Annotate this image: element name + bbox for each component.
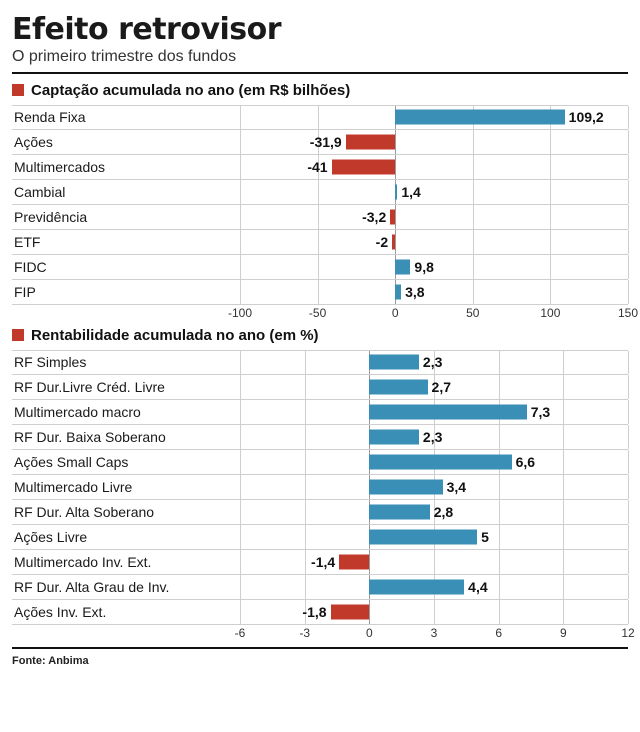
gridline (628, 500, 629, 524)
bar-value-label: -41 (307, 158, 328, 175)
category-label: FIP (14, 283, 36, 300)
bar-value-label: 6,6 (515, 453, 536, 470)
x-axis (234, 625, 635, 643)
bar (369, 479, 442, 494)
gridline (240, 575, 241, 599)
axis-tick-label: -50 (308, 305, 327, 320)
chart-row (12, 130, 628, 155)
chart-row (12, 205, 628, 230)
category-label: Cambial (14, 183, 66, 200)
bar-plot-area (240, 600, 628, 624)
gridline (473, 180, 474, 204)
axis-tick-label: -3 (299, 625, 310, 640)
chart-captacao (12, 105, 639, 323)
gridline (240, 130, 241, 154)
gridline (473, 205, 474, 229)
gridline (240, 550, 241, 574)
gridline (550, 155, 551, 179)
chart-row (12, 500, 628, 525)
gridline (395, 230, 396, 254)
gridline (499, 475, 500, 499)
gridline (628, 575, 629, 599)
gridline (550, 255, 551, 279)
bar-plot-area (240, 130, 628, 154)
category-label: FIDC (14, 258, 47, 275)
axis-tick-label: -6 (234, 625, 246, 640)
category-label: Ações Small Caps (14, 453, 129, 470)
footer-divider (12, 647, 628, 649)
bar-value-label: 7,3 (530, 403, 551, 420)
bar-plot-area (240, 575, 628, 599)
category-label: RF Dur. Alta Grau de Inv. (14, 578, 170, 595)
bar-plot-area (240, 375, 628, 399)
gridline (473, 130, 474, 154)
axis-tick-label: 0 (365, 625, 373, 640)
gridline (499, 425, 500, 449)
gridline (499, 351, 500, 374)
bar (369, 355, 419, 370)
axis-tick-label: 3 (430, 625, 438, 640)
category-label: RF Dur. Alta Soberano (14, 503, 155, 520)
chart-row (12, 525, 628, 550)
bar (369, 529, 477, 544)
bar (395, 259, 410, 274)
category-label: RF Dur. Baixa Soberano (14, 428, 166, 445)
gridline (563, 575, 564, 599)
gridline (499, 575, 500, 599)
category-label: Previdência (14, 208, 88, 225)
gridline (499, 525, 500, 549)
gridline (240, 280, 241, 304)
category-label: RF Simples (14, 354, 87, 370)
category-label: Ações Inv. Ext. (14, 603, 107, 620)
bar (392, 234, 395, 249)
axis-tick-label: 0 (391, 305, 399, 320)
chart-row (12, 600, 628, 625)
gridline (628, 280, 629, 304)
chart-row (12, 550, 628, 575)
gridline (628, 375, 629, 399)
bar-plot-area (240, 255, 628, 279)
bar (346, 134, 396, 149)
category-label: Renda Fixa (14, 109, 86, 125)
category-label: Ações Livre (14, 528, 88, 545)
gridline (563, 550, 564, 574)
gridline (369, 600, 370, 624)
gridline (563, 525, 564, 549)
gridline (563, 351, 564, 374)
section-marker-icon (12, 329, 24, 341)
gridline (305, 525, 306, 549)
gridline (628, 255, 629, 279)
axis-tick-label: 12 (621, 625, 635, 640)
category-label: RF Dur.Livre Créd. Livre (14, 378, 165, 395)
bar-value-label: 3,8 (405, 283, 425, 300)
gridline (628, 205, 629, 229)
gridline (305, 475, 306, 499)
gridline (434, 550, 435, 574)
gridline (628, 550, 629, 574)
axis-tick-label: 100 (540, 305, 561, 320)
chart-row (12, 105, 628, 130)
gridline (240, 230, 241, 254)
bar (339, 554, 369, 569)
category-label: ETF (14, 233, 41, 250)
gridline (499, 375, 500, 399)
gridline (628, 106, 629, 129)
gridline (305, 375, 306, 399)
gridline (499, 500, 500, 524)
bar-plot-area (240, 230, 628, 254)
bar (395, 184, 397, 199)
gridline (550, 280, 551, 304)
bar-plot-area (240, 106, 628, 129)
bar (369, 504, 429, 519)
gridline (563, 500, 564, 524)
gridline (240, 525, 241, 549)
gridline (434, 600, 435, 624)
bar-plot-area (240, 205, 628, 229)
bar-plot-area (240, 475, 628, 499)
gridline (240, 375, 241, 399)
gridline (563, 400, 564, 424)
axis-tick-label: 150 (617, 305, 639, 320)
bar-value-label: 2,3 (422, 354, 443, 370)
chart-row (12, 230, 628, 255)
gridline (628, 180, 629, 204)
section-marker-icon (12, 84, 24, 96)
gridline (563, 450, 564, 474)
bar (369, 379, 427, 394)
gridline (499, 550, 500, 574)
section-header-rentabilidade (12, 327, 628, 344)
gridline (318, 106, 319, 129)
gridline (240, 205, 241, 229)
bar-plot-area (240, 155, 628, 179)
bar-plot-area (240, 280, 628, 304)
gridline (240, 106, 241, 129)
gridline (305, 425, 306, 449)
bar-plot-area (240, 550, 628, 574)
bar-plot-area (240, 500, 628, 524)
category-label: Multimercado Livre (14, 478, 133, 495)
gridline (305, 550, 306, 574)
gridline (305, 500, 306, 524)
bar-plot-area (240, 525, 628, 549)
gridline (240, 255, 241, 279)
bar-value-label: 2,3 (422, 428, 443, 445)
page-title: Efeito retrovisor (12, 12, 282, 47)
bar-value-label: 9,8 (414, 258, 434, 275)
gridline (395, 155, 396, 179)
gridline (563, 600, 564, 624)
axis-tick-label: 9 (559, 625, 567, 640)
bar (332, 159, 396, 174)
chart-row (12, 255, 628, 280)
section-header-captacao (12, 82, 628, 99)
source-note: Fonte: Anbima (12, 654, 89, 667)
bar-value-label: -1,4 (311, 553, 336, 570)
axis-tick-label: 6 (495, 625, 502, 640)
gridline (240, 425, 241, 449)
gridline (628, 525, 629, 549)
chart-row (12, 280, 628, 305)
bar (369, 454, 511, 469)
gridline (318, 280, 319, 304)
gridline (628, 475, 629, 499)
bar-value-label: 2,8 (433, 503, 454, 520)
category-label: Multimercados (14, 158, 106, 175)
gridline (473, 155, 474, 179)
bar-value-label: -2 (375, 233, 389, 250)
gridline (369, 550, 370, 574)
section-title: Rentabilidade acumulada no ano (em %) (31, 326, 319, 344)
gridline (628, 130, 629, 154)
gridline (305, 450, 306, 474)
gridline (628, 155, 629, 179)
chart-row (12, 400, 628, 425)
gridline (628, 450, 629, 474)
gridline (550, 180, 551, 204)
x-axis (227, 305, 639, 323)
chart-row (12, 425, 628, 450)
gridline (305, 400, 306, 424)
axis-tick-label: 50 (466, 305, 480, 320)
bar-value-label: 2,7 (431, 378, 451, 395)
gridline (240, 400, 241, 424)
gridline (499, 600, 500, 624)
bar (390, 209, 395, 224)
category-label: Ações (14, 133, 53, 150)
category-label: Multimercado macro (14, 403, 141, 420)
gridline (305, 351, 306, 374)
gridline (563, 475, 564, 499)
gridline (395, 130, 396, 154)
chart-row (12, 350, 628, 375)
bar (369, 404, 526, 419)
chart-row (12, 180, 628, 205)
bar-value-label: -3,2 (362, 208, 387, 225)
gridline (563, 375, 564, 399)
bar-value-label: 1,4 (401, 183, 421, 200)
bar-value-label: 5 (481, 528, 489, 545)
gridline (240, 180, 241, 204)
chart-row (12, 450, 628, 475)
bar (395, 110, 564, 125)
chart-rentabilidade (12, 350, 635, 643)
gridline (240, 475, 241, 499)
gridline (473, 230, 474, 254)
bar (369, 429, 419, 444)
header-divider (12, 72, 628, 74)
gridline (550, 130, 551, 154)
gridline (318, 255, 319, 279)
bar-value-label: -1,8 (302, 603, 327, 620)
bar-value-label: 3,4 (446, 478, 467, 495)
gridline (318, 230, 319, 254)
section-title: Captação acumulada no ano (em R$ bilhões) (31, 81, 351, 99)
gridline (628, 600, 629, 624)
bar (331, 604, 370, 619)
axis-tick-label: -100 (227, 305, 253, 320)
gridline (240, 600, 241, 624)
category-label: Multimercado Inv. Ext. (14, 553, 152, 570)
gridline (550, 230, 551, 254)
gridline (305, 575, 306, 599)
gridline (550, 205, 551, 229)
bar-plot-area (240, 400, 628, 424)
gridline (628, 230, 629, 254)
gridline (628, 351, 629, 374)
bar-plot-area (240, 450, 628, 474)
gridline (240, 155, 241, 179)
gridline (318, 205, 319, 229)
chart-row (12, 375, 628, 400)
bar (369, 579, 464, 594)
chart-row (12, 155, 628, 180)
bar (395, 284, 401, 299)
bar-value-label: -31,9 (309, 133, 342, 150)
gridline (240, 450, 241, 474)
bar-plot-area (240, 425, 628, 449)
page-subtitle: O primeiro trimestre dos fundos (12, 47, 237, 65)
gridline (318, 180, 319, 204)
bar-plot-area (240, 180, 628, 204)
bar-value-label: 109,2 (568, 109, 604, 125)
gridline (473, 280, 474, 304)
gridline (240, 500, 241, 524)
gridline (240, 351, 241, 374)
bar-plot-area (240, 351, 628, 374)
chart-row (12, 475, 628, 500)
gridline (563, 425, 564, 449)
chart-row (12, 575, 628, 600)
gridline (628, 425, 629, 449)
bar-value-label: 4,4 (468, 578, 488, 595)
gridline (473, 255, 474, 279)
gridline (395, 205, 396, 229)
gridline (628, 400, 629, 424)
